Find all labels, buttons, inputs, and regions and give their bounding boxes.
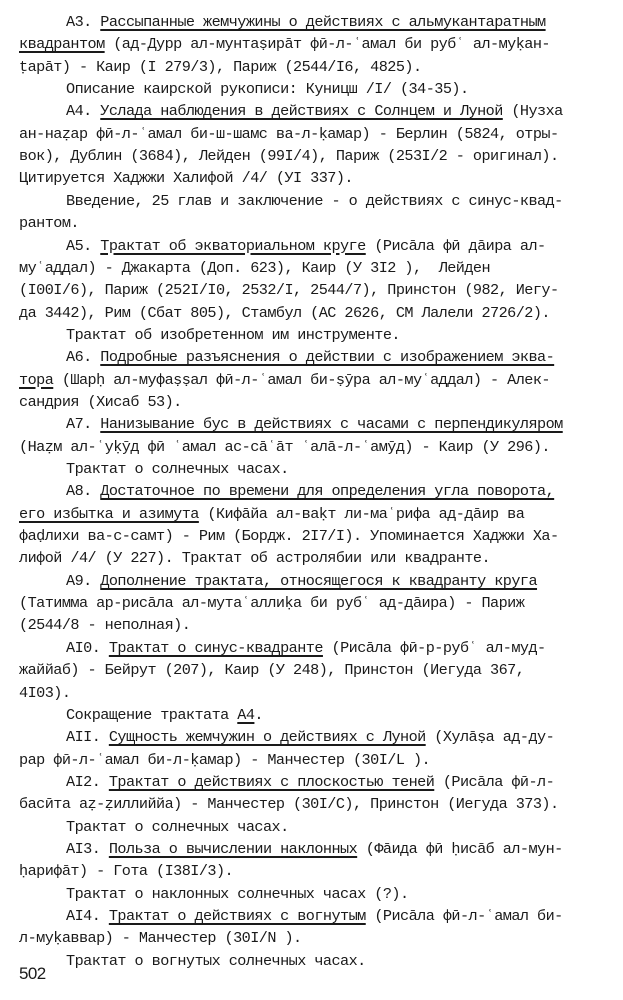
text-line <box>19 279 559 301</box>
text-segment: . <box>254 705 263 724</box>
text-line <box>66 950 366 972</box>
text-line <box>19 749 430 771</box>
text-segment: Трактат о солнечных часах. <box>66 460 289 478</box>
text-segment: А7. <box>66 415 101 434</box>
underlined-title: Услада наблюдения в действиях с Солнцем и Луной <box>100 102 503 121</box>
text-segment: (2544/8 - неполная). <box>19 616 191 635</box>
underlined-title: Дополнение трактата, относящегося к квадранту круга <box>100 571 538 590</box>
text-line <box>66 704 263 726</box>
text-segment: (Рисāла фӣ-р-рубʿ ал-муд- <box>322 638 546 657</box>
text-line <box>66 726 554 748</box>
underlined-title: Рассыпанные жемчужины о действиях с альмукантаратным <box>100 13 546 31</box>
text-line <box>19 369 550 391</box>
text-line <box>19 167 353 189</box>
underlined-title: Достаточное по времени для определения угла поворота, <box>100 482 555 501</box>
text-segment: АI4. <box>66 907 109 925</box>
text-segment: А9. <box>66 571 101 590</box>
underlined-title: его избытка и азимута <box>19 504 199 523</box>
text-segment: АII. <box>66 728 109 747</box>
text-segment: Цитируется Хаджжи Халифой /4/ (УI 337). <box>19 169 353 188</box>
text-segment: (Рисāла фӣ дāира ал- <box>365 236 546 255</box>
text-segment: Введение, 25 глав и заключение - о действиях с синус-квад- <box>66 191 563 210</box>
text-segment: Трактат о наклонных солнечных часах (?). <box>66 884 409 903</box>
page-number: 502 <box>19 964 46 983</box>
text-line <box>66 458 289 480</box>
text-segment: сандрия (Хисаб 53). <box>19 392 182 411</box>
text-segment: А6. <box>66 348 101 367</box>
text-line <box>19 123 559 145</box>
text-line <box>66 838 563 860</box>
underlined-title: Польза о вычислении наклонных <box>108 839 358 858</box>
text-segment: А3. <box>66 13 101 31</box>
text-segment: АI0. <box>66 638 109 657</box>
text-segment: Трактат о солнечных часах. <box>66 817 289 836</box>
text-line <box>66 480 554 502</box>
underlined-title: тора <box>19 370 54 389</box>
underlined-title: Трактат об экваториальном круге <box>100 236 366 255</box>
text-segment: рантом. <box>19 214 79 233</box>
underlined-title: Подробные разъяснения о действии с изображением эква- <box>100 348 555 367</box>
text-segment: Трактат об изобретенном им инструменте. <box>66 325 400 344</box>
text-segment: АI3. <box>66 839 109 858</box>
text-line <box>19 257 490 279</box>
underlined-title: Трактат о синус-квадранте <box>108 638 323 657</box>
text-segment: басӣта аẓ-ẓиллиййа) - Манчестер (30I/С), Принстон (Иегуда 373). <box>19 795 559 814</box>
text-segment: (Нузха <box>502 102 563 121</box>
text-segment: Описание каирской рукописи: Куницш /I/ (34-35). <box>66 80 469 99</box>
underlined-title: Трактат о действиях с плоскостью теней <box>108 772 435 791</box>
text-segment: А8. <box>66 482 101 501</box>
text-segment: л-муḳаввар) - Манчестер (30I/N ). <box>19 929 302 948</box>
text-line <box>19 547 490 569</box>
text-segment: (Наẓм ал-ʿуḳӯд фӣ ʿамал ас-сāʿāт ʿалā-л-ʿамӯд) - Каир (У 296). <box>19 437 550 456</box>
underlined-title: Сущность жемчужин о действиях с Луной <box>108 728 426 747</box>
text-segment: Сокращение трактата <box>66 705 238 724</box>
text-line <box>66 413 563 435</box>
text-line <box>19 56 422 78</box>
text-segment: (Фāида фӣ ḥисāб ал-мун- <box>357 839 563 858</box>
text-line <box>19 682 70 704</box>
text-segment: АI2. <box>66 772 109 791</box>
underlined-title: А4 <box>237 705 255 724</box>
text-segment: А5. <box>66 236 101 255</box>
text-segment: (I00I/6), Париж (252I/I0, 2532/I, 2544/7), Принстон (982, Иегу- <box>19 281 559 300</box>
text-segment: (Кифāйа ал-ваḳт ли-маʿрифа ад-дāир ва <box>198 504 525 523</box>
text-line <box>66 570 537 592</box>
text-segment: ḥарифāт) - Гота (I38I/3). <box>19 862 234 881</box>
text-line <box>19 302 550 324</box>
text-line <box>66 235 546 257</box>
text-line <box>66 905 563 927</box>
text-line <box>66 346 554 368</box>
underlined-title: квадрантом <box>19 35 105 54</box>
text-segment: (Рисāла фӣ-л- <box>434 772 555 791</box>
underlined-title: Трактат о действиях с вогнутым <box>108 907 366 925</box>
text-line <box>19 927 302 949</box>
text-line <box>19 33 550 55</box>
text-line <box>19 592 524 614</box>
text-line <box>19 212 79 234</box>
text-line <box>66 324 400 346</box>
text-line <box>66 78 469 100</box>
text-line <box>19 659 524 681</box>
text-line <box>19 145 559 167</box>
text-segment: 4I03). <box>19 683 71 702</box>
underlined-title: Нанизывание бус в действиях с часами с перпендикуляром <box>100 415 563 434</box>
text-segment: Трактат о вогнутых солнечных часах. <box>66 951 366 970</box>
text-segment: вок), Дублин (3684), Лейден (99I/4), Париж (253I/2 - оригинал). <box>19 147 559 166</box>
text-line <box>19 793 559 815</box>
text-segment: ан-наẓар фӣ-л-ʿамал би-ш-шамс ва-л-ḳамар) - Берлин (5824, отры- <box>19 124 559 143</box>
text-line <box>19 391 182 413</box>
text-line <box>19 503 524 525</box>
text-line <box>66 637 546 659</box>
text-line <box>19 860 233 882</box>
text-line <box>66 190 563 212</box>
text-segment: (Хулāṣа ад-ду- <box>425 728 555 747</box>
text-line <box>66 816 289 838</box>
text-segment: рар фӣ-л-ʿамал би-л-ḳамар) - Манчестер (30I/L ). <box>19 750 431 769</box>
text-line <box>19 614 190 636</box>
text-segment: муʿаддал) - Джакарта (Доп. 623), Каир (У 3I2 ), Лейден <box>19 258 491 277</box>
text-segment: да 3442), Рим (Сбат 805), Стамбул (АС 2626, СМ Лалели 2726/2). <box>19 303 550 322</box>
text-segment: (Рисāла фӣ-л-ʿамал би- <box>365 907 563 925</box>
text-line <box>66 771 554 793</box>
text-segment: лифой /4/ (У 227). Трактат об астролябии или квадранте. <box>19 549 491 568</box>
text-line <box>66 883 409 905</box>
text-segment: жаййаб) - Бейрут (207), Каир (У 248), Принстон (Иегуда 367, <box>19 661 525 680</box>
text-segment: ṭарāт) - Каир (I 279/3), Париж (2544/I6, 4825). <box>19 57 422 76</box>
text-line <box>66 11 546 33</box>
text-segment: (ад-Дурр ал-мунтаṣирāт фӣ-л-ʿамал би рубʿ ал-муḳан- <box>104 35 550 54</box>
text-line <box>66 100 563 122</box>
text-segment: (Татимма ар-рисāла ал-мутаʿаллиḳа би рубʿ ад-дāира) - Париж <box>19 594 525 613</box>
text-line <box>19 436 550 458</box>
text-line <box>19 525 559 547</box>
text-segment: (Шарḥ ал-муфаṣṣал фӣ-л-ʿамал би-ṣӯра ал-муʿаддал) - Алек- <box>53 370 550 389</box>
text-segment: А4. <box>66 102 101 121</box>
text-segment: фаḍлихи ва-с-самт) - Рим (Бордж. 2I7/I). Упоминается Хаджжи Ха- <box>19 527 559 546</box>
